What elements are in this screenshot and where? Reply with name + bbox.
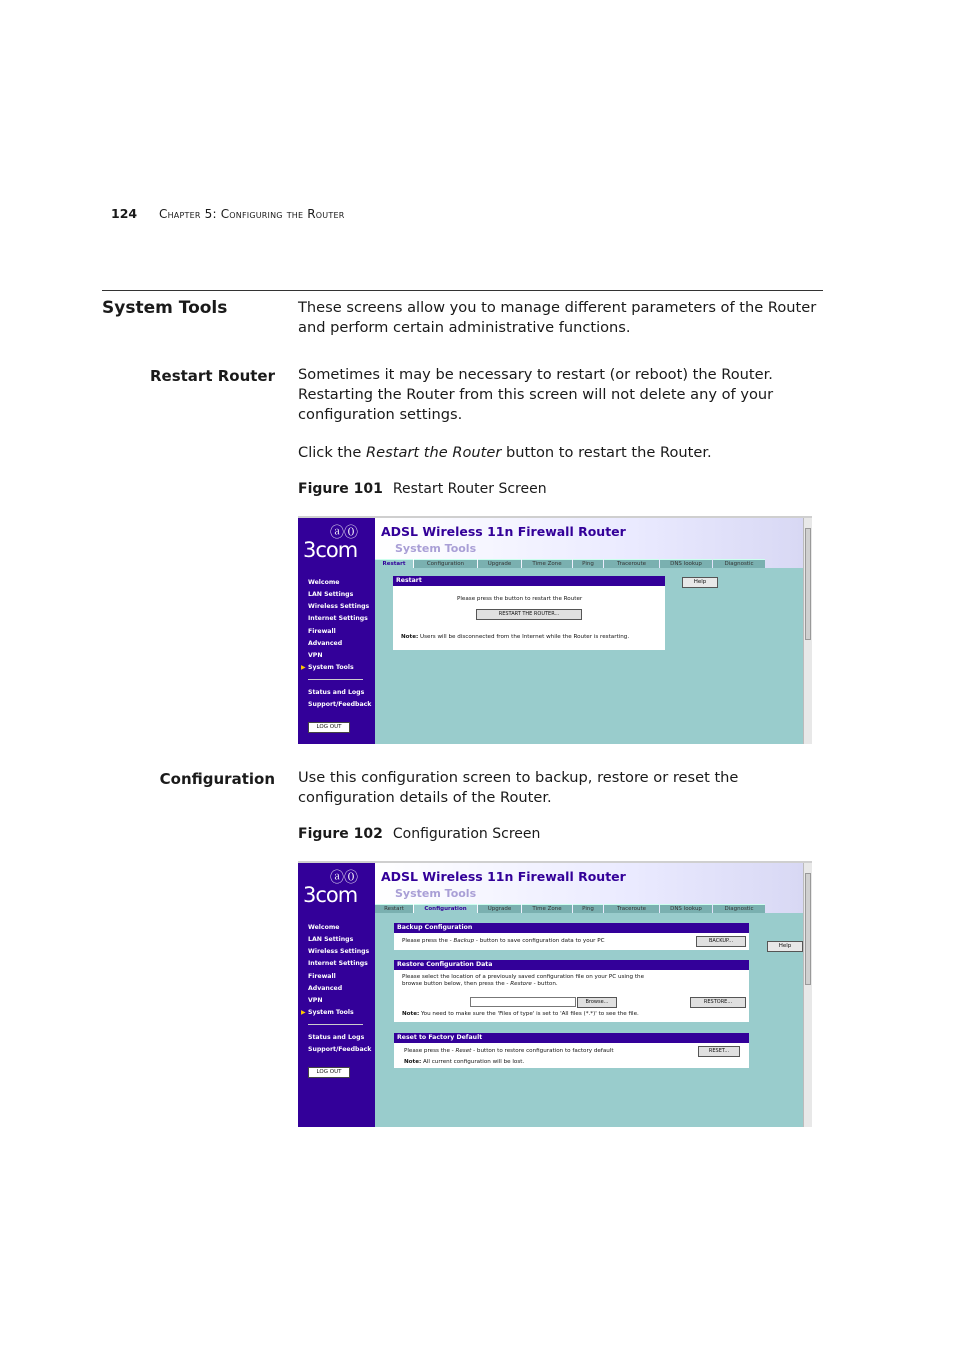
reset-note-text: All current configuration will be lost. — [421, 1059, 525, 1065]
router-subtitle: System Tools — [395, 887, 477, 900]
tab-dns-lookup[interactable]: DNS lookup — [660, 904, 712, 913]
menu-welcome[interactable]: Welcome — [308, 924, 340, 931]
menu-system-tools[interactable]: System Tools — [308, 1009, 354, 1016]
tab-traceroute[interactable]: Traceroute — [604, 559, 659, 568]
menu-welcome[interactable]: Welcome — [308, 579, 340, 586]
menu-system-tools[interactable]: System Tools — [308, 664, 354, 671]
restart-instruction-post: button to restart the Router. — [501, 444, 712, 461]
router-title: ADSL Wireless 11n Firewall Router — [381, 524, 626, 539]
menu-support-feedback[interactable]: Support/Feedback — [308, 1046, 372, 1053]
tab-configuration[interactable]: Configuration — [414, 904, 477, 913]
restart-panel-title: Restart — [393, 576, 665, 586]
scrollbar[interactable] — [803, 863, 812, 1127]
restart-the-router-button[interactable]: RESTART THE ROUTER... — [476, 609, 582, 620]
restore-file-input[interactable] — [470, 997, 576, 1007]
backup-instruction-em: Backup — [453, 938, 475, 944]
menu-support-feedback[interactable]: Support/Feedback — [308, 701, 372, 708]
restore-line2-pre: browse button below, then press the - — [402, 981, 511, 987]
restart-panel-instruction: Please press the button to restart the Router — [457, 596, 583, 602]
reset-instruction-pre: Please press the - — [404, 1048, 456, 1054]
reset-note-label: Note: — [404, 1059, 422, 1065]
figure-102-label: Figure 102 — [298, 826, 383, 842]
page-number: 124 — [111, 206, 138, 221]
figure-102-caption — [298, 826, 540, 842]
3com-logo-mark-icon: ⓐ⓪ — [330, 525, 358, 541]
backup-panel — [394, 923, 749, 950]
router-sidebar — [298, 518, 375, 744]
menu-firewall[interactable]: Firewall — [308, 628, 336, 635]
figure-101-screenshot — [298, 516, 812, 744]
help-button[interactable]: Help — [682, 577, 718, 588]
menu-advanced[interactable]: Advanced — [308, 640, 343, 647]
tab-ping[interactable]: Ping — [573, 559, 603, 568]
chapter-title: Chapter 5: Configuring the Router — [159, 207, 345, 221]
reset-note — [404, 1059, 524, 1065]
logout-button[interactable]: LOG OUT — [308, 722, 350, 733]
restart-panel — [393, 576, 665, 650]
tab-upgrade[interactable]: Upgrade — [478, 559, 521, 568]
restart-paragraph: Sometimes it may be necessary to restart (or reboot) the Router. Restarting the Router from this screen will not delete any of your configuration settings. — [298, 366, 774, 423]
restart-note-label: Note: — [401, 634, 419, 640]
restore-instruction-line1: Please select the location of a previously saved configuration file on your PC using the — [402, 974, 645, 980]
restore-panel-title: Restore Configuration Data — [394, 960, 749, 970]
figure-101-caption — [298, 481, 547, 497]
restart-note-text: Users will be disconnected from the Internet while the Router is restarting. — [418, 634, 630, 640]
restore-button[interactable]: RESTORE... — [690, 997, 746, 1008]
section-rule — [102, 290, 823, 291]
backup-button[interactable]: BACKUP... — [696, 936, 746, 947]
menu-lan-settings[interactable]: LAN Settings — [308, 936, 354, 943]
tab-diagnostic[interactable]: Diagnostic — [713, 559, 765, 568]
menu-selected-arrow-icon: ▶ — [301, 1009, 306, 1016]
tab-traceroute[interactable]: Traceroute — [604, 904, 659, 913]
tab-configuration[interactable]: Configuration — [414, 559, 477, 568]
scrollbar-thumb[interactable] — [805, 528, 811, 640]
menu-firewall[interactable]: Firewall — [308, 973, 336, 980]
section-heading-system-tools: System Tools — [102, 298, 228, 318]
restart-instruction-pre: Click the — [298, 444, 367, 461]
figure-102-title: Configuration Screen — [392, 826, 541, 842]
menu-vpn[interactable]: VPN — [308, 997, 323, 1004]
scrollbar-thumb[interactable] — [805, 873, 811, 985]
menu-wireless-settings[interactable]: Wireless Settings — [308, 948, 370, 955]
tab-dns-lookup[interactable]: DNS lookup — [660, 559, 712, 568]
reset-instruction-em: Reset — [455, 1048, 472, 1054]
figure-102-screenshot — [298, 861, 812, 1127]
menu-divider — [308, 1024, 363, 1025]
backup-instruction-pre: Please press the - — [402, 938, 454, 944]
tab-time-zone[interactable]: Time Zone — [522, 559, 572, 568]
figure-101-label: Figure 101 — [298, 481, 383, 497]
restart-instruction — [298, 443, 818, 463]
reset-instruction — [404, 1048, 614, 1054]
section-heading-configuration: Configuration — [159, 770, 275, 788]
tab-upgrade[interactable]: Upgrade — [478, 904, 521, 913]
help-button[interactable]: Help — [767, 941, 803, 952]
tab-restart[interactable]: Restart — [375, 904, 413, 913]
restore-panel — [394, 960, 749, 1022]
restore-instruction-line2 — [402, 981, 558, 987]
backup-instruction — [402, 938, 605, 944]
menu-wireless-settings[interactable]: Wireless Settings — [308, 603, 370, 610]
reset-instruction-post: - button to restore configuration to factory default — [471, 1048, 614, 1054]
3com-logo-mark-icon: ⓐ⓪ — [330, 870, 358, 886]
backup-panel-title: Backup Configuration — [394, 923, 749, 933]
3com-logo: 3com — [303, 883, 358, 907]
reset-button[interactable]: RESET... — [698, 1046, 740, 1057]
tab-time-zone[interactable]: Time Zone — [522, 904, 572, 913]
restore-note-text: You need to make sure the 'Files of type' is set to 'All files (*.*)' to see the file. — [419, 1011, 639, 1017]
tab-diagnostic[interactable]: Diagnostic — [713, 904, 765, 913]
3com-logo: 3com — [303, 538, 358, 562]
scrollbar[interactable] — [803, 518, 812, 744]
menu-status-and-logs[interactable]: Status and Logs — [308, 1034, 365, 1041]
restore-note-label: Note: — [402, 1011, 420, 1017]
router-sidebar — [298, 863, 375, 1127]
menu-lan-settings[interactable]: LAN Settings — [308, 591, 354, 598]
router-subtitle: System Tools — [395, 542, 477, 555]
configuration-paragraph: Use this configuration screen to backup, restore or reset the configuration details of the Router. — [298, 769, 739, 806]
reset-panel-title: Reset to Factory Default — [394, 1033, 749, 1043]
restore-line2-post: - button. — [531, 981, 558, 987]
menu-internet-settings[interactable]: Internet Settings — [308, 960, 368, 967]
router-tabs — [375, 559, 804, 568]
menu-internet-settings[interactable]: Internet Settings — [308, 615, 368, 622]
section-heading-restart-router: Restart Router — [149, 367, 275, 385]
backup-instruction-post: - button to save configuration data to your PC — [474, 938, 605, 944]
router-title: ADSL Wireless 11n Firewall Router — [381, 869, 626, 884]
browse-button[interactable]: Browse... — [577, 997, 617, 1008]
router-tabs — [375, 904, 804, 913]
system-tools-intro: These screens allow you to manage different parameters of the Router and perform certain administrative functions. — [298, 299, 817, 336]
reset-panel — [394, 1033, 749, 1068]
menu-advanced[interactable]: Advanced — [308, 985, 343, 992]
figure-101-title: Restart Router Screen — [392, 481, 547, 497]
logout-button[interactable]: LOG OUT — [308, 1067, 350, 1078]
menu-divider — [308, 679, 363, 680]
tab-ping[interactable]: Ping — [573, 904, 603, 913]
menu-selected-arrow-icon: ▶ — [301, 664, 306, 671]
tab-restart[interactable]: Restart — [375, 559, 413, 568]
restart-panel-note — [401, 634, 629, 640]
menu-status-and-logs[interactable]: Status and Logs — [308, 689, 365, 696]
menu-vpn[interactable]: VPN — [308, 652, 323, 659]
restore-line2-em: Restore — [510, 981, 532, 987]
restart-instruction-em: Restart the Router — [366, 444, 502, 461]
restore-note — [402, 1011, 639, 1017]
